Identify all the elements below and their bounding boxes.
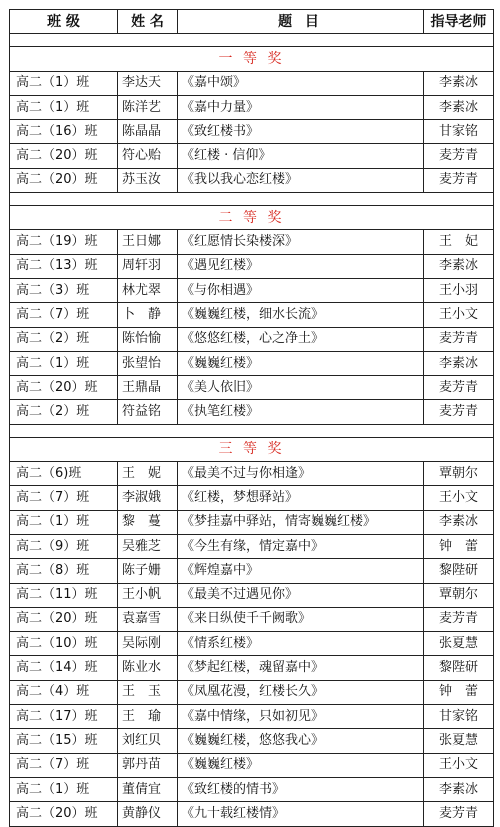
teacher-cell: 覃朝尔 [424,462,494,486]
table-row [10,351,494,375]
prize-heading: 二 等 奖 [10,206,494,230]
title-cell: 《我以我心恋红楼》 [178,168,424,192]
teacher-cell: 麦芳青 [424,376,494,400]
table-row [10,230,494,254]
title-cell: 《执笔红楼》 [178,400,424,424]
teacher-cell: 甘家铭 [424,705,494,729]
teacher-cell: 麦芳青 [424,168,494,192]
student-name-cell: 王 瑜 [118,705,178,729]
prize-heading: 三 等 奖 [10,437,494,461]
teacher-cell: 李素冰 [424,777,494,801]
spacer-cell [10,193,494,206]
student-name-cell: 李淑娥 [118,486,178,510]
table-row [10,656,494,680]
section-spacer [10,34,494,47]
table-row [10,607,494,631]
class-cell: 高二（7）班 [10,753,118,777]
table-row [10,144,494,168]
student-name-cell: 刘红贝 [118,729,178,753]
student-name-cell: 袁嘉雪 [118,607,178,631]
class-cell: 高二（9）班 [10,534,118,558]
title-cell: 《嘉中力量》 [178,95,424,119]
teacher-cell: 李素冰 [424,254,494,278]
class-cell: 高二（8）班 [10,559,118,583]
title-cell: 《与你相遇》 [178,278,424,302]
student-name-cell: 林尤翠 [118,278,178,302]
title-cell: 《红愿情长染楼深》 [178,230,424,254]
table-row [10,120,494,144]
class-cell: 高二（10）班 [10,632,118,656]
student-name-cell: 陈洋艺 [118,95,178,119]
table-row [10,753,494,777]
teacher-cell: 麦芳青 [424,607,494,631]
student-name-cell: 王小帆 [118,583,178,607]
teacher-cell: 黎陛研 [424,656,494,680]
table-row [10,559,494,583]
table-row [10,680,494,704]
header-class: 班 级 [10,10,118,34]
table-row [10,254,494,278]
student-name-cell: 郭丹苗 [118,753,178,777]
header-name: 姓 名 [118,10,178,34]
class-cell: 高二（20）班 [10,607,118,631]
table-row [10,303,494,327]
title-cell: 《今生有缘，情定嘉中》 [178,534,424,558]
table-row [10,802,494,826]
class-cell: 高二（2）班 [10,327,118,351]
teacher-cell: 王小羽 [424,278,494,302]
title-cell: 《辉煌嘉中》 [178,559,424,583]
title-cell: 《巍巍红楼》 [178,351,424,375]
class-cell: 高二（1）班 [10,510,118,534]
table-row [10,534,494,558]
table-row [10,71,494,95]
title-cell: 《悠悠红楼，心之净土》 [178,327,424,351]
table-row [10,462,494,486]
class-cell: 高二（1）班 [10,95,118,119]
teacher-cell: 麦芳青 [424,802,494,826]
title-cell: 《美人依旧》 [178,376,424,400]
teacher-cell: 钟 蕾 [424,534,494,558]
table-row [10,327,494,351]
class-cell: 高二（16）班 [10,120,118,144]
teacher-cell: 钟 蕾 [424,680,494,704]
header-title: 题 目 [178,10,424,34]
table-row [10,486,494,510]
class-cell: 高二（19）班 [10,230,118,254]
prize-heading-row [10,437,494,461]
teacher-cell: 麦芳青 [424,327,494,351]
section-spacer [10,424,494,437]
student-name-cell: 王 玉 [118,680,178,704]
title-cell: 《九十载红楼情》 [178,802,424,826]
student-name-cell: 周轩羽 [118,254,178,278]
teacher-cell: 李素冰 [424,71,494,95]
prize-heading-row [10,47,494,71]
teacher-cell: 李素冰 [424,510,494,534]
title-cell: 《最美不过遇见你》 [178,583,424,607]
class-cell: 高二（11）班 [10,583,118,607]
student-name-cell: 吴雅芝 [118,534,178,558]
table-row [10,777,494,801]
student-name-cell: 黄静仪 [118,802,178,826]
title-cell: 《巍巍红楼，悠悠我心》 [178,729,424,753]
student-name-cell: 黎 蔓 [118,510,178,534]
student-name-cell: 符益铭 [118,400,178,424]
teacher-cell: 甘家铭 [424,120,494,144]
class-cell: 高二（20）班 [10,802,118,826]
title-cell: 《最美不过与你相逢》 [178,462,424,486]
title-cell: 《遇见红楼》 [178,254,424,278]
student-name-cell: 张望怡 [118,351,178,375]
student-name-cell: 陈怡愉 [118,327,178,351]
table-row [10,510,494,534]
table-row [10,400,494,424]
student-name-cell: 李达天 [118,71,178,95]
title-cell: 《致红楼书》 [178,120,424,144]
teacher-cell: 王小文 [424,753,494,777]
title-cell: 《梦起红楼，魂留嘉中》 [178,656,424,680]
title-cell: 《情系红楼》 [178,632,424,656]
student-name-cell: 陈晶晶 [118,120,178,144]
title-cell: 《致红楼的情书》 [178,777,424,801]
class-cell: 高二（4）班 [10,680,118,704]
teacher-cell: 张夏慧 [424,729,494,753]
class-cell: 高二（1）班 [10,351,118,375]
class-cell: 高二（1）班 [10,777,118,801]
student-name-cell: 董倩宜 [118,777,178,801]
table-row [10,583,494,607]
teacher-cell: 王 妃 [424,230,494,254]
class-cell: 高二（14）班 [10,656,118,680]
title-cell: 《红楼，梦想驿站》 [178,486,424,510]
table-row [10,376,494,400]
student-name-cell: 王 妮 [118,462,178,486]
title-cell: 《嘉中颂》 [178,71,424,95]
title-cell: 《红楼 · 信仰》 [178,144,424,168]
class-cell: 高二（2）班 [10,400,118,424]
student-name-cell: 王日娜 [118,230,178,254]
teacher-cell: 麦芳青 [424,144,494,168]
title-cell: 《巍巍红楼，细水长流》 [178,303,424,327]
teacher-cell: 王小文 [424,486,494,510]
class-cell: 高二（7）班 [10,486,118,510]
teacher-cell: 李素冰 [424,351,494,375]
teacher-cell: 张夏慧 [424,632,494,656]
prize-heading-row [10,206,494,230]
student-name-cell: 卜 静 [118,303,178,327]
student-name-cell: 陈子姗 [118,559,178,583]
student-name-cell: 吴际刚 [118,632,178,656]
header-teacher: 指导老师 [424,10,494,34]
spacer-cell [10,424,494,437]
title-cell: 《嘉中情缘，只如初见》 [178,705,424,729]
teacher-cell: 李素冰 [424,95,494,119]
table-row [10,168,494,192]
student-name-cell: 陈业水 [118,656,178,680]
table-row [10,729,494,753]
award-table [9,9,494,827]
header-row [10,10,494,34]
teacher-cell: 麦芳青 [424,400,494,424]
spacer-cell [10,34,494,47]
student-name-cell: 王鼎晶 [118,376,178,400]
student-name-cell: 符心贻 [118,144,178,168]
prize-heading: 一 等 奖 [10,47,494,71]
table-row [10,632,494,656]
class-cell: 高二（17）班 [10,705,118,729]
class-cell: 高二（13）班 [10,254,118,278]
teacher-cell: 黎陛研 [424,559,494,583]
award-table-body [10,34,494,826]
class-cell: 高二（20）班 [10,376,118,400]
class-cell: 高二（20）班 [10,168,118,192]
section-spacer [10,193,494,206]
class-cell: 高二（20）班 [10,144,118,168]
class-cell: 高二（15）班 [10,729,118,753]
class-cell: 高二（1）班 [10,71,118,95]
class-cell: 高二（3）班 [10,278,118,302]
teacher-cell: 王小文 [424,303,494,327]
student-name-cell: 苏玉汝 [118,168,178,192]
title-cell: 《来日纵使千千阙歌》 [178,607,424,631]
table-row [10,95,494,119]
title-cell: 《巍巍红楼》 [178,753,424,777]
class-cell: 高二（7）班 [10,303,118,327]
teacher-cell: 覃朝尔 [424,583,494,607]
table-row [10,278,494,302]
title-cell: 《凤凰花漫，红楼长久》 [178,680,424,704]
title-cell: 《梦挂嘉中驿站，情寄巍巍红楼》 [178,510,424,534]
class-cell: 高二（6)班 [10,462,118,486]
table-row [10,705,494,729]
